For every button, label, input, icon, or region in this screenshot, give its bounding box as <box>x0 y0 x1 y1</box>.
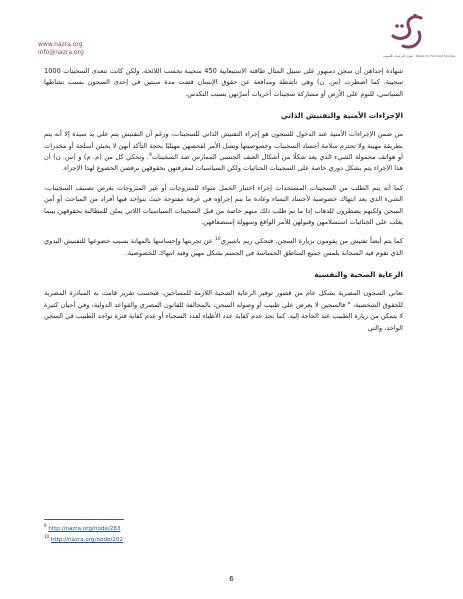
paragraph-text: . وتحكي كل من (م. م) و (س. ن) أن هذا الإجراء يتم بشكل دوري خاصة على السجينات الجنائيات ولكن السياسيات لمعرفتهن بحقوقهن يرفضن الخضوع لهذا الإجراء. <box>44 153 403 173</box>
paragraph-pregnancy-test: كما أنه يتم الطلب من السجينات المستجدات إجراء اختبار الحمل سواء للمتزوجات أو غير المتزوجات بغرض تصنيف السجينات، الشيء الذي يعد انتهاك خصوصية لأجساد النساء وعادة ما يتم إجراؤه في غرفة مفتوحة حيث يتواجد فيها أفراد من المباحث أو أمن السجن ولكنهم يضطرون للذهاب إذا ما تم طلب ذلك منهم خاصة من قبل السجينات السياسيات اللاتي يملن للمطالبة بحقوقهن بينما يغلب على الجنائيات استسلامهن وقبولهن للأمر الواقع وسهولة إستضعافهن. <box>44 183 403 227</box>
paragraph-visitor-search <box>44 236 403 259</box>
paragraph-text: كما يتم أيضاً تفتيش من يقومون بزيارة السجن. فتحكي ريم باشيري <box>220 237 403 246</box>
footnote-number: 10 <box>44 533 50 539</box>
paragraph-body-search <box>44 129 403 175</box>
section-heading-security: الإجراءات الأمنية والتفتيش الذاتي <box>280 111 403 121</box>
page-body <box>44 66 403 342</box>
section-heading-health: الرعاية الصحية والنفسية <box>314 270 403 280</box>
footnote-number: 9 <box>44 523 47 528</box>
footnote-ref-10[interactable]: 10 <box>214 237 221 243</box>
footnote-9 <box>44 522 123 533</box>
footnotes <box>44 522 123 544</box>
site-url[interactable]: www.nazra.org <box>38 41 83 48</box>
site-email[interactable]: info@nazra.org <box>38 49 84 56</box>
footnote-ref-9[interactable]: 9 <box>148 152 152 158</box>
paragraph-text: عن تجربتها وإحساسها بالمهانة بسبب خضوعها للتفتيش اليدوي الذي تقوم فيه السجانة بلمس جميع المناطق الحساسة في الجسم بشكل مهين وفيه انتهاك للخصوصية. <box>44 237 403 257</box>
footnote-link[interactable]: http://nazra.org/node/283 <box>48 525 121 532</box>
paragraph-text: من ضمن الإجراءات الأمنية عند الدخول للسجون هو إجراء التفتيش الذاتي للسجينات، ورغم أن التفتيش يتم على يد سيدة إلا أنه يتم بطريقة مهينة ولا تحترم سلامة أجساد السجينات وخصوصيتها ويصل الأمر لفحصهن مهبليًا بحجة التأكد أنهن لا يخبئن أسلحة أو مخدرات أو هواتف محمولة الشيء الذي يعد شكلًا من أشكال العنف الجنسي الممارس ضد السجينات <box>44 130 403 162</box>
page-number: 6 <box>229 575 234 583</box>
paragraph-overcrowding: شهادة إحداهن أن سجن دمنهور على سبيل المثال طاقته الاستيعابية 450 سجينة بحسب اللائحة، ولكن كانت تتعدى السجينات 1000 سجينة. كما اضطرت (س. ن) وهي ناشطة ومدافعة عن حقوق الإنسان قضت مدة سنتين في إحدى السجون بسبب نشاطها السياسي، للنوم على الأرض أو مشاركة سجينات أخريات أسرّتهن بسبب التكدس. <box>44 67 403 98</box>
paragraph-health-care: تعاني السجون المصرية بشكل عام من قصور توفير الرعاية الصحية اللازمة للمساجين، فبحسب تقرير قامت به المبادرة المصرية للحقوق الشخصية، " فالسجين لا يعرض على طبيب أو وصوله السجن، بالمخالفة للقانون المصري والقواعد الدولية، وفي أحيان كثيرة لا يتمكن من زيارة الطبيب عند الحاجة إليه. كما نجد عدم كفاية عدد الأطباء لعدد السجناء أو عدم كفاية فترة تواجد الطبيب في السجن الواحد، والتي <box>44 289 403 332</box>
nazra-logo-icon <box>383 12 429 54</box>
footnote-link[interactable]: http://nazra.org/node/202 <box>50 536 124 543</box>
footnote-divider <box>44 519 124 520</box>
footnote-10 <box>44 533 123 544</box>
header-contact <box>38 41 118 57</box>
logo-subtitle: نظرة للدراسات النسوية · Nazra for Feminist Studies <box>383 54 456 58</box>
nazra-logo <box>383 12 456 58</box>
